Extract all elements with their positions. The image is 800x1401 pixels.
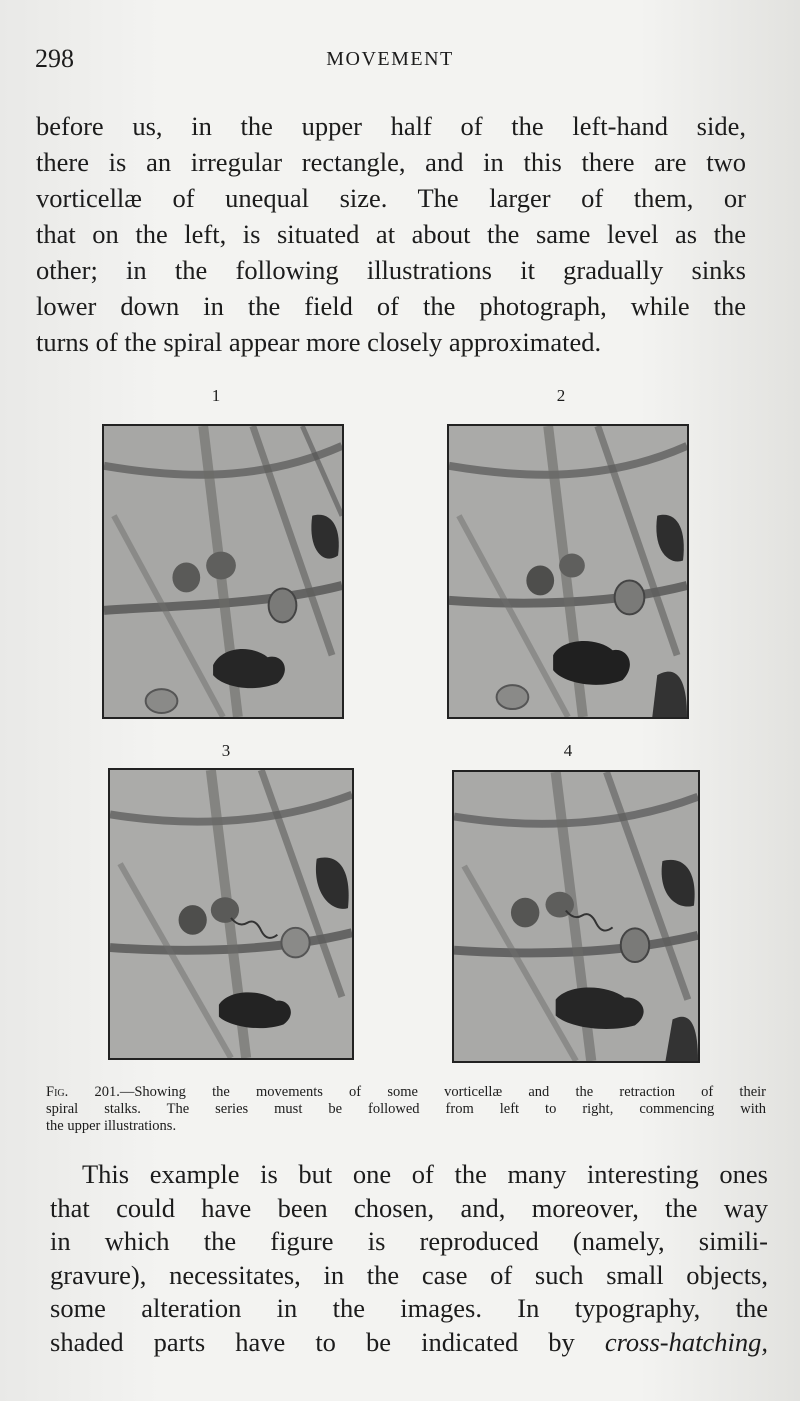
panel-label-2: 2 xyxy=(556,386,566,405)
text-line: This example is but one of the many interesting ones xyxy=(82,1159,768,1189)
running-head: MOVEMENT xyxy=(326,48,454,70)
micrograph-1-image xyxy=(104,426,342,717)
micrograph-1 xyxy=(102,424,344,719)
text-line: some alteration in the images. In typography, the xyxy=(50,1293,768,1323)
caption-line xyxy=(46,1084,766,1101)
caption-line: the upper illustrations. xyxy=(46,1118,177,1134)
text-line: there is an irregular rectangle, and in this there are two xyxy=(36,147,746,177)
text-line: that could have been chosen, and, moreover, the way xyxy=(50,1192,768,1223)
micrograph-4 xyxy=(452,770,700,1063)
panel-label-4: 4 xyxy=(563,741,573,760)
text-line: vorticellæ of unequal size. The larger of them, or xyxy=(36,183,746,213)
micrograph-3 xyxy=(108,768,354,1060)
text-line: other; in the following illustrations it gradually sinks xyxy=(36,255,746,285)
figure-number: Fig. 201. xyxy=(46,1084,120,1100)
page-number: 298 xyxy=(35,44,74,73)
micrograph-3-image xyxy=(110,770,352,1058)
panel-label-3: 3 xyxy=(221,741,231,760)
micrograph-2 xyxy=(447,424,689,719)
text-line: that on the left, is situated at about the same level as the xyxy=(36,219,746,249)
caption-line: spiral stalks. The series must be followed from left to right, commencing with xyxy=(46,1101,766,1117)
text-line xyxy=(50,1326,768,1360)
italic-term: cross-hatching, xyxy=(604,1326,768,1357)
caption-text: —Showing the movements of some vorticellæ and the retraction of their xyxy=(119,1084,766,1100)
figure-caption xyxy=(46,1084,766,1135)
text-line: lower down in the field of the photograph, while the xyxy=(36,291,746,321)
text-line: gravure), necessitates, in the case of such small objects, xyxy=(50,1259,768,1290)
panel-label-1: 1 xyxy=(211,386,221,405)
bottom-paragraph xyxy=(50,1158,768,1359)
text-line: in which the figure is reproduced (namely, simili- xyxy=(50,1226,768,1256)
text-line-start: shaded parts have to be indicated by xyxy=(50,1326,605,1357)
text-line: turns of the spiral appear more closely approximated. xyxy=(36,327,602,357)
micrograph-2-image xyxy=(449,426,687,717)
text-line: before us, in the upper half of the left-hand side, xyxy=(36,111,746,141)
micrograph-4-image xyxy=(454,772,698,1061)
top-paragraph xyxy=(36,108,746,360)
